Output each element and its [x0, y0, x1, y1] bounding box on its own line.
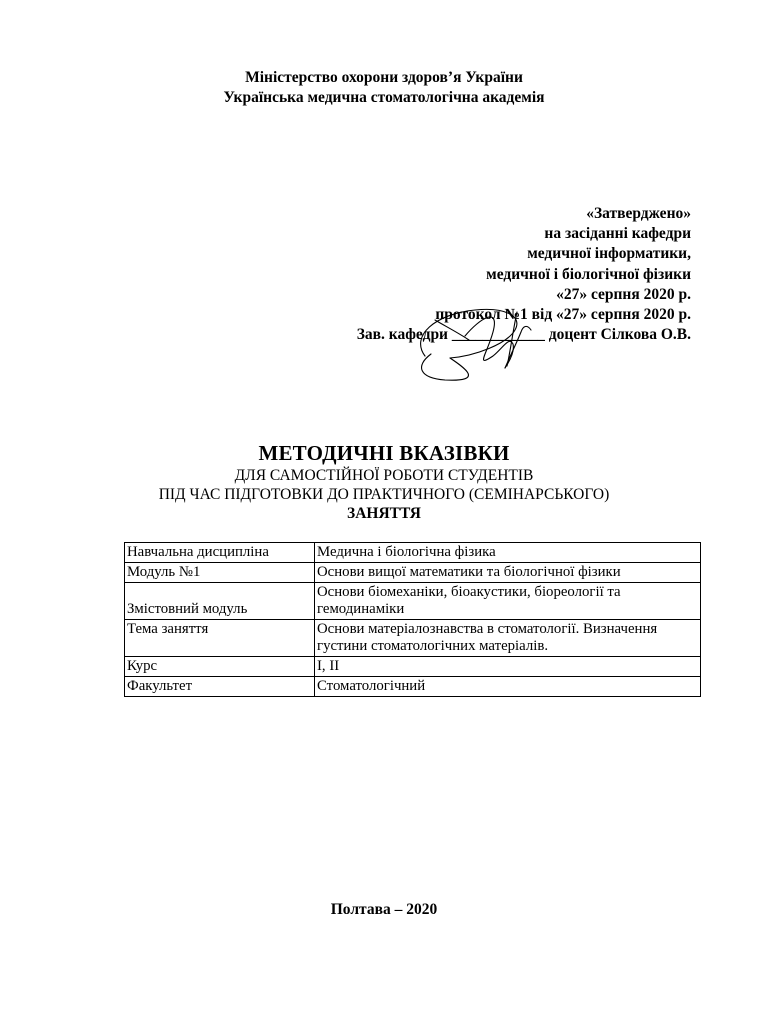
- table-key: Змістовний модуль: [125, 583, 315, 620]
- approval-date: «27» серпня 2020 р.: [556, 285, 691, 303]
- document-subtitle: ЗАНЯТТЯ: [347, 505, 421, 522]
- table-value: Основи вищої математики та біологічної фізики: [315, 563, 701, 583]
- approval-line: «Затверджено»: [586, 205, 691, 222]
- info-table: [124, 542, 701, 697]
- approval-protocol: протокол №1 від «27» серпня 2020 р.: [435, 306, 691, 324]
- document-title-block: [0, 440, 768, 523]
- table-row: [125, 677, 701, 697]
- table-value: Основи матеріалознавства в стоматології. Визначення густини стоматологічних матеріалів.: [315, 620, 701, 657]
- academy-name: Українська медична стоматологічна академія: [223, 89, 545, 106]
- table-row: [125, 657, 701, 677]
- document-subtitle: ПІД ЧАС ПІДГОТОВКИ ДО ПРАКТИЧНОГО (СЕМІНАРСЬКОГО): [158, 486, 610, 503]
- ministry-header: [0, 68, 768, 108]
- table-key: Тема заняття: [125, 620, 315, 657]
- approval-block: [357, 204, 691, 345]
- document-subtitle: ДЛЯ САМОСТІЙНОЇ РОБОТИ СТУДЕНТІВ: [234, 467, 534, 484]
- place-and-year: Полтава – 2020: [330, 901, 438, 918]
- table-key: Модуль №1: [125, 563, 315, 583]
- ministry-name: Міністерство охорони здоров’я України: [245, 69, 523, 86]
- table-row: [125, 620, 701, 657]
- table-row: [125, 563, 701, 583]
- approval-line: на засіданні кафедри: [544, 225, 691, 243]
- approval-head-of-department: Зав. кафедри ____________ доцент Сілкова О.В.: [356, 326, 691, 344]
- approval-line: медичної і біологічної фізики: [486, 265, 691, 283]
- table-value: Основи біомеханіки, біоакустики, біореології та гемодинаміки: [315, 583, 701, 620]
- table-key: Навчальна дисципліна: [125, 543, 315, 563]
- document-title: МЕТОДИЧНІ ВКАЗІВКИ: [258, 441, 510, 465]
- table-key: Факультет: [125, 677, 315, 697]
- table-row: [125, 543, 701, 563]
- table-key: Курс: [125, 657, 315, 677]
- table-row: [125, 583, 701, 620]
- table-value: І, ІІ: [315, 657, 701, 677]
- approval-line: медичної інформатики,: [527, 245, 691, 263]
- table-value: Медична і біологічна фізика: [315, 543, 701, 563]
- table-value: Стоматологічний: [315, 677, 701, 697]
